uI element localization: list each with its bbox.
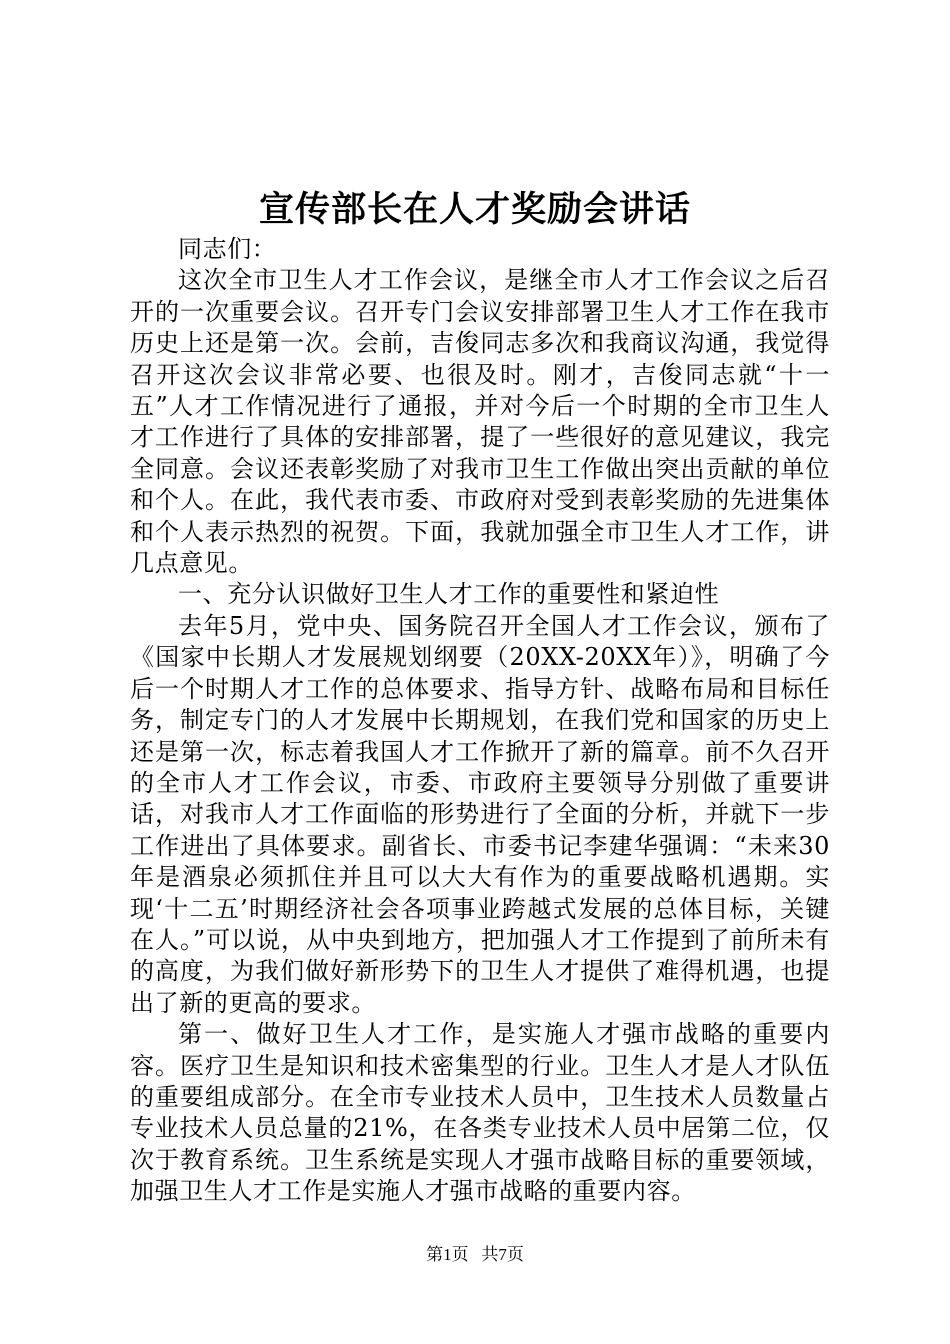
intro-paragraph: 这次全市卫生人才工作会议，是继全市人才工作会议之后召开的一次重要会议。召开专门会议安排部署卫生人才工作在我市历史上还是第一次。会前，吉俊同志多次和我商议沟通，我觉得召开这次会议非常必要、也很及时。刚才，吉俊同志就“十一五”人才工作情况进行了通报，并对今后一个时期的全市卫生人才工作进行了具体的安排部署，提了一些很好的意见建议，我完全同意。会议还表彰奖励了对我市卫生工作做出突出贡献的单位和个人。在此，我代表市委、市政府对受到表彰奖励的先进集体和个人表示热烈的祝贺。下面，我就加强全市卫生人才工作，讲几点意见。 bbox=[130, 266, 830, 578]
document-body bbox=[130, 234, 830, 1208]
section-heading: 一、充分认识做好卫生人才工作的重要性和紧迫性 bbox=[178, 580, 720, 609]
page-total: 共7页 bbox=[481, 1245, 524, 1264]
salutation-paragraph: 同志们： bbox=[178, 235, 277, 263]
body-paragraph: 第一、做好卫生人才工作，是实施人才强市战略的重要内容。医疗卫生是知识和技术密集型的行业。卫生人才是人才队伍的重要组成部分。在全市专业技术人员中，卫生技术人员数量占专业技术人员总量的21%，在各类专业技术人员中居第二位，仅次于教育系统。卫生系统是实现人才强市战略目标的重要领域，加强卫生人才工作是实施人才强市战略的重要内容。 bbox=[130, 1020, 830, 1206]
body-paragraph: 去年5月，党中央、国务院召开全国人才工作会议，颁布了《国家中长期人才发展规划纲要（20XX-20XX年）》，明确了今后一个时期人才工作的总体要求、指导方针、战略布局和目标任务，制定专门的人才发展中长期规划，在我们党和国家的历史上还是第一次，标志着我国人才工作掀开了新的篇章。前不久召开的全市人才工作会议，市委、市政府主要领导分别做了重要讲话，对我市人才工作面临的形势进行了全面的分析，并就下一步工作进出了具体要求。副省长、市委书记李建华强调：“未来30年是酒泉必须抓住并且可以大大有作为的重要战略机遇期。实现‘十二五’时期经济社会各项事业跨越式发展的总体目标，关键在人。”可以说，从中央到地方，把加强人才工作提到了前所未有的高度，为我们做好新形势下的卫生人才提供了难得机遇，也提出了新的更高的要求。 bbox=[130, 611, 830, 1017]
page-number: 第1页 bbox=[426, 1245, 469, 1264]
document-title: 宣传部长在人才奖励会讲话 bbox=[258, 189, 691, 230]
page-separator bbox=[473, 1245, 477, 1264]
page-footer bbox=[0, 1243, 950, 1267]
